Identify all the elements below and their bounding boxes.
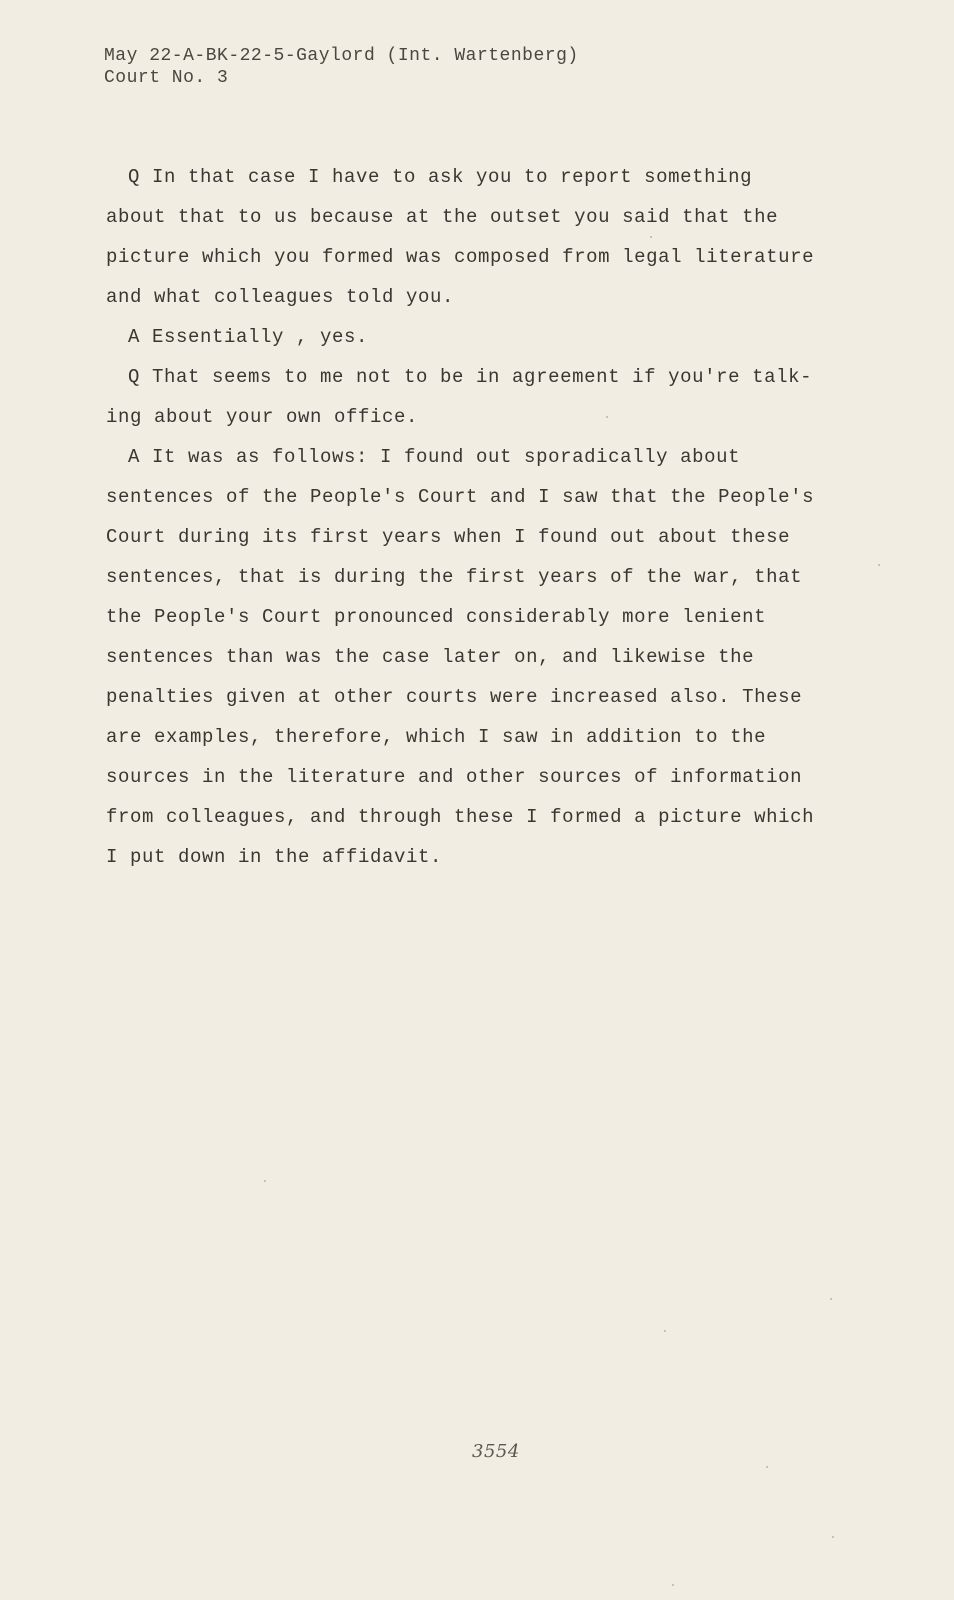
paper-speck	[650, 236, 652, 238]
transcript-line: and what colleagues told you.	[106, 286, 455, 308]
transcript-line: Q In that case I have to ask you to report something	[128, 166, 753, 188]
paper-speck	[830, 1298, 832, 1300]
transcript-line: the People's Court pronounced considerably more lenient	[106, 606, 767, 628]
transcript-line: A It was as follows: I found out sporadically about	[128, 446, 741, 468]
transcript-line: I put down in the affidavit.	[106, 846, 443, 868]
paper-speck	[832, 1536, 834, 1538]
paper-speck	[672, 1584, 674, 1586]
paper-speck	[766, 1466, 768, 1468]
transcript-line: penalties given at other courts were increased also. These	[106, 686, 803, 708]
transcript-line: Q That seems to me not to be in agreement if you're talk-	[128, 366, 813, 388]
transcript-line: are examples, therefore, which I saw in addition to the	[106, 726, 767, 748]
page-number: 3554	[472, 1441, 520, 1462]
transcript-line: sentences of the People's Court and I saw that the People's	[106, 486, 815, 508]
paper-speck	[606, 416, 608, 418]
header-line-1: May 22-A-BK-22-5-Gaylord (Int. Wartenberg)	[104, 46, 579, 66]
transcript-line: from colleagues, and through these I formed a picture which	[106, 806, 815, 828]
header-line-2: Court No. 3	[104, 68, 229, 88]
transcript-line: picture which you formed was composed from legal literature	[106, 246, 815, 268]
transcript-line: Court during its first years when I found out about these	[106, 526, 791, 548]
transcript-line: sentences than was the case later on, and likewise the	[106, 646, 755, 668]
paper-speck	[878, 564, 880, 566]
paper-speck	[264, 1180, 266, 1182]
transcript-line: about that to us because at the outset you said that the	[106, 206, 779, 228]
paper-speck	[664, 1330, 666, 1332]
transcript-line: sources in the literature and other sources of information	[106, 766, 803, 788]
transcript-line: sentences, that is during the first years of the war, that	[106, 566, 803, 588]
transcript-line: ing about your own office.	[106, 406, 419, 428]
transcript-line: A Essentially , yes.	[128, 326, 369, 348]
